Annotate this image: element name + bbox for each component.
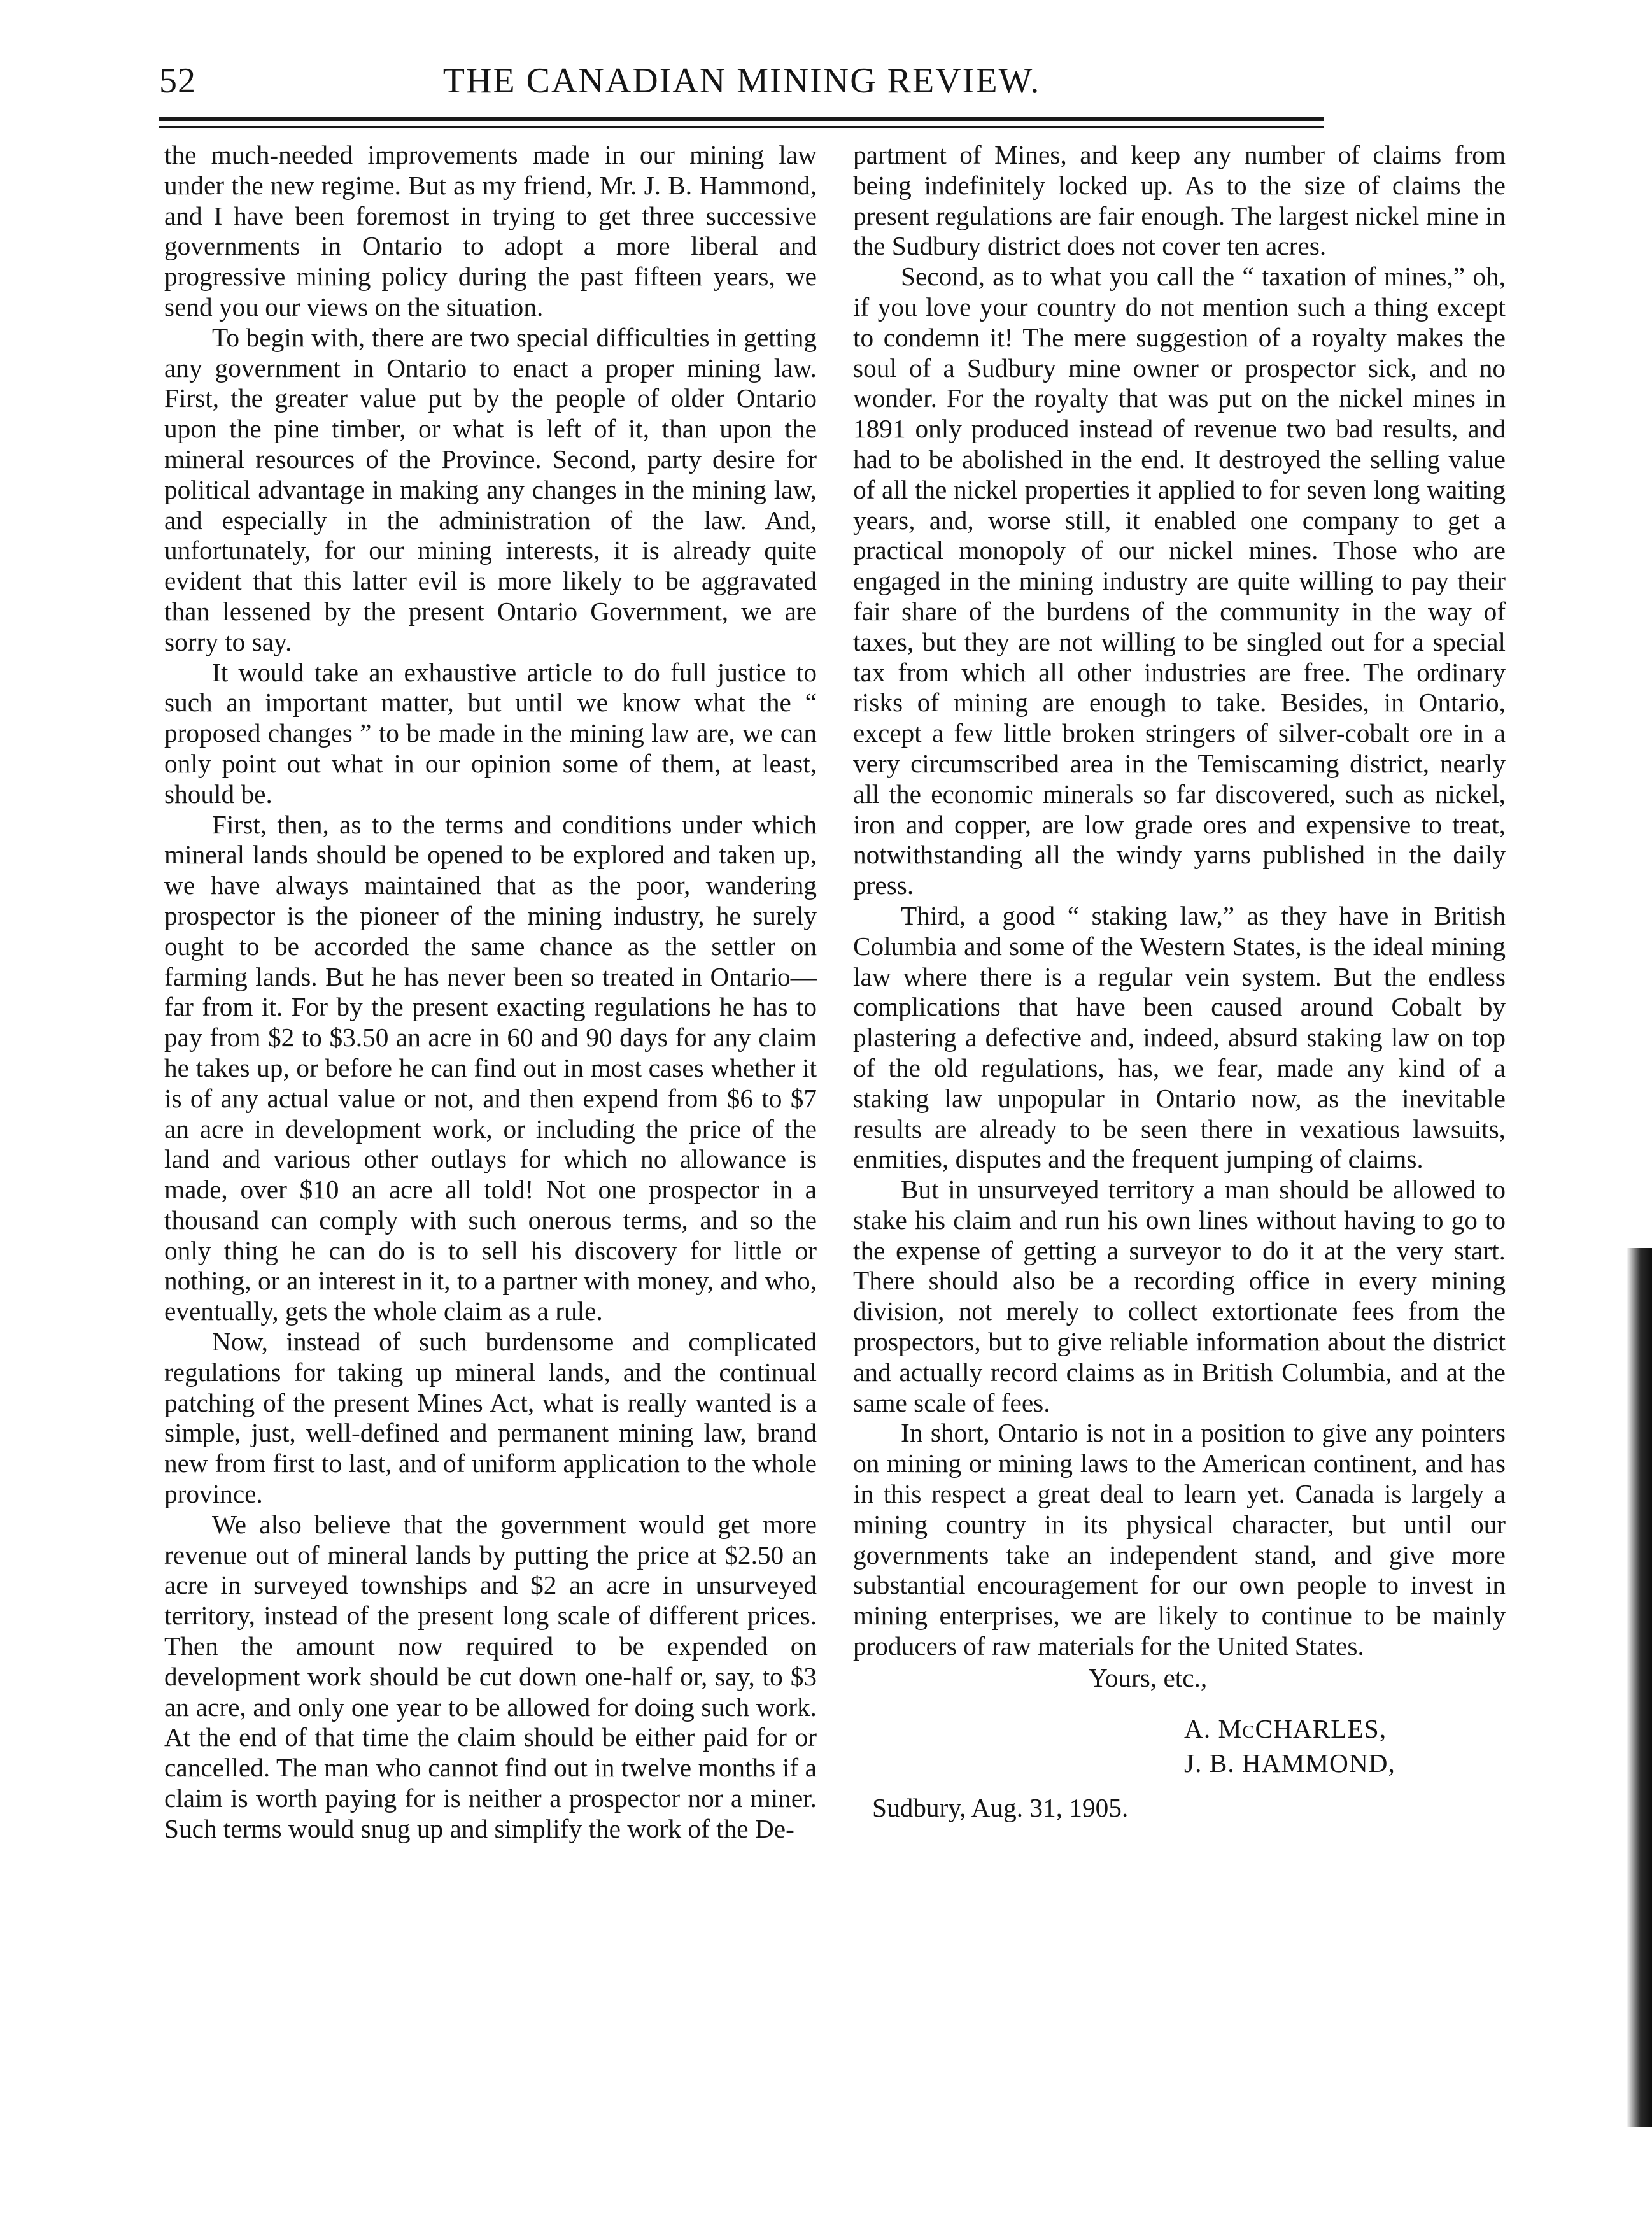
page-number: 52 <box>159 61 196 101</box>
signature-name: A. McCHARLES, <box>1184 1713 1387 1743</box>
header-rule-thin <box>159 126 1324 128</box>
dateline: Sudbury, Aug. 31, 1905. <box>872 1792 1129 1822</box>
paragraph: partment of Mines, and keep any number of claims from being indefinitely locked up. As to the size of claims the present regulations are fair enough. The largest nickel mine in the Sudbury district does not cover ten acres. <box>853 140 1506 261</box>
signature-name: J. B. HAMMOND, <box>1184 1748 1395 1778</box>
paragraph: Now, instead of such burdensome and complicated regulations for taking up mineral lands, and the continual patching of the present Mines Act, what is really wanted is a simple, just, well-defined and permanent mining law, brand new from first to last, and of uniform application to the whole province. <box>164 1327 817 1509</box>
page-header <box>159 60 1324 118</box>
paragraph: In short, Ontario is not in a position to give any pointers on mining or mining laws to the American continent, and has in this respect a great deal to learn yet. Canada is largely a mining country in its physical character, but until our governments take an independent stand, and give more substantial encouragement for our own people to invest in mining enterprises, we are likely to continue to be mainly producers of raw materials for the United States. <box>853 1418 1506 1661</box>
journal-title: THE CANADIAN MINING REVIEW. <box>442 61 1041 101</box>
left-column <box>164 140 817 1845</box>
signature-block <box>1184 1712 1506 1780</box>
paragraph: To begin with, there are two special difficulties in getting any government in Ontario to enact a proper mining law. First, the greater value put by the people of older Ontario upon the pine timber, or what is left of it, than upon the mineral resources of the Province. Second, party desire for political advantage in making any changes in the mining law, and especially in the administration of the law. And, unfortunately, for our mining interests, it is already quite evident that this latter evil is more likely to be aggravated than lessened by the present Ontario Government, we are sorry to say. <box>164 322 817 656</box>
right-column <box>853 140 1506 1823</box>
letter-closing: Yours, etc., <box>1089 1662 1208 1692</box>
paragraph: Third, a good “ staking law,” as they have in British Columbia and some of the Western States, is the ideal mining law where there is a regular vein system. But the endless complications that have been caused around Cobalt by plastering a defective and, indeed, absurd staking law on top of the old regulations, has, we fear, made any kind of a staking law unpopular in Ontario now, as the inevitable results are already to be seen there in vexatious lawsuits, enmities, disputes and the frequent jumping of claims. <box>853 900 1506 1174</box>
paragraph: But in unsurveyed territory a man should be allowed to stake his claim and run his own lines without having to go to the expense of getting a surveyor to do it at the very start. There should also be a recording office in every mining division, not merely to collect extortionate fees from the prospectors, but to give reliable information about the district and actually record claims as in British Columbia, and at the same scale of fees. <box>853 1175 1506 1417</box>
paragraph: It would take an exhaustive article to do full justice to such an important matter, but until we know what the “ proposed changes ” to be made in the mining law are, we can only point out what in our opinion some of them, at least, should be. <box>164 657 817 809</box>
paragraph: First, then, as to the terms and conditions under which mineral lands should be opened to be explored and taken up, we have always maintained that as the poor, wandering prospector is the pioneer of the mining industry, he surely ought to be accorded the same chance as the settler on farming lands. But he has never been so treated in Ontario—far from it. For by the present exacting regulations he has to pay from $2 to $3.50 an acre in 60 and 90 days for any claim he takes up, or before he can find out in most cases whether it is of any actual value or not, and then expend from $6 to $7 an acre in development work, or including the price of the land and various other outlays for which no allowance is made, over $10 an acre all told! Not one prospector in a thousand can comply with such onerous terms, and so the only thing he can do is to sell his discovery for little or nothing, or an interest in it, to a partner with money, and who, eventually, gets the whole claim as a rule. <box>164 809 817 1326</box>
paragraph: We also believe that the government would get more revenue out of mineral lands by putting the price at $2.50 an acre in surveyed townships and $2 an acre in unsurveyed territory, instead of the present long scale of different prices. Then the amount now required to be expended on development work should be cut down one-half or, say, to $3 an acre, and only one year to be allowed for doing such work. At the end of that time the claim should be either paid for or cancelled. The man who cannot find out in twelve months if a claim is worth paying for is neither a prospector nor a miner. Such terms would snug up and simplify the work of the De- <box>164 1509 817 1843</box>
scan-edge-shadow <box>1627 1248 1652 2127</box>
paragraph: Second, as to what you call the “ taxation of mines,” oh, if you love your country do not mention such a thing except to condemn it! The mere suggestion of a royalty makes the soul of a Sudbury mine owner or prospector sick, and no wonder. For the royalty that was put on the nickel mines in 1891 only produced instead of revenue two bad results, and had to be abolished in the end. It destroyed the selling value of all the nickel properties it applied to for seven long waiting years, and, worse still, it enabled one company to get a practical monopoly of our nickel mines. Those who are engaged in the mining industry are quite willing to pay their fair share of the burdens of the community in the way of taxes, but they are not willing to be singled out for a special tax from which all other industries are free. The ordinary risks of mining are enough to take. Besides, in Ontario, except a few little broken stringers of silver-cobalt ore in a very circumscribed area in the Temiscaming district, nearly all the economic minerals so far discovered, such as nickel, iron and copper, are low grade ores and expensive to treat, notwithstanding all the windy yarns published in the daily press. <box>853 262 1506 900</box>
header-rule-thick <box>159 117 1324 121</box>
paragraph: the much-needed improvements made in our mining law under the new regime. But as my friend, Mr. J. B. Hammond, and I have been foremost in trying to get three successive governments in Ontario to adopt a more liberal and progressive mining policy during the past fifteen years, we send you our views on the situation. <box>164 140 817 322</box>
